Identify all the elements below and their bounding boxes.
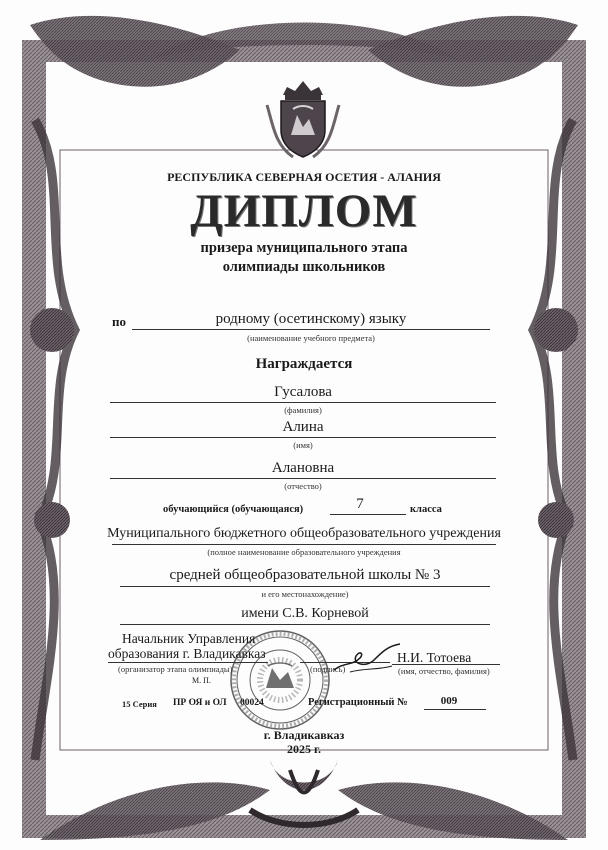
registration-number: 009 [440, 695, 458, 707]
patronymic-underline [110, 478, 496, 479]
institution-caption-2: и его местонахождение) [261, 589, 349, 599]
awarded-label: Награждается [255, 356, 353, 372]
subtitle-line-1: призера муниципального этапа [200, 240, 408, 256]
signer-underline [392, 664, 500, 665]
name-underline [110, 437, 496, 438]
subject-value: родному (осетинскому) языку [215, 311, 407, 327]
subject-prefix: по [112, 314, 126, 329]
surname-caption: (фамилия) [284, 405, 322, 415]
signature-caption: (подпись) [310, 664, 346, 674]
surname-underline [110, 402, 496, 403]
institution-caption-1: (полное наименование образовательного учреждения [207, 547, 401, 557]
subject-underline [132, 329, 490, 330]
signer-position-line-1: Начальник Управления [122, 631, 256, 646]
grade-suffix: класса [410, 504, 442, 515]
republic-name: РЕСПУБЛИКА СЕВЕРНАЯ ОСЕТИЯ - АЛАНИЯ [167, 170, 441, 184]
registration-underline [424, 709, 486, 710]
series-prefix: 15 Серия [122, 699, 157, 709]
official-seal [228, 628, 332, 732]
subtitle-line-2: олимпиады школьников [222, 259, 386, 275]
grade-label: обучающийся (обучающаяся) [163, 504, 304, 515]
institution-line-1: Муниципального бюджетного общеобразовательного учреждения [107, 526, 501, 541]
signer-name: Н.И. Тотоева [397, 650, 472, 665]
recipient-surname: Гусалова [274, 384, 332, 400]
institution-underline-1 [112, 544, 496, 545]
top-scroll-right [368, 16, 578, 87]
seal-place-label: М. П. [192, 676, 211, 685]
bottom-center-ornament [270, 760, 338, 790]
series-value: ПР ОЯ и ОЛ [173, 698, 227, 708]
subject-caption: (наименование учебного предмета) [247, 333, 375, 343]
document-title: ДИПЛОМ [190, 185, 418, 237]
patronymic-caption: (отчество) [284, 481, 322, 491]
name-caption: (имя) [293, 440, 313, 450]
signer-position-line-2: образования г. Владикавказ [108, 646, 266, 661]
institution-underline-2 [120, 586, 490, 587]
institution-line-3: имени С.В. Корневой [241, 606, 369, 621]
institution-line-2: средней общеобразовательной школы № 3 [169, 567, 441, 583]
footer-city: г. Владикавказ [263, 728, 345, 742]
footer-year: 2025 г. [286, 742, 322, 756]
organizer-caption: (организатор этапа олимпиады) [118, 664, 233, 674]
coat-of-arms-icon [263, 75, 343, 160]
recipient-name: Алина [282, 419, 324, 435]
top-scroll-left [30, 16, 240, 87]
recipient-patronymic: Алановна [271, 460, 335, 476]
grade-value: 7 [356, 496, 364, 512]
institution-underline-3 [120, 624, 490, 625]
registration-label: Регистрационный № [308, 697, 408, 708]
grade-underline [330, 514, 406, 515]
series-number: 00024 [240, 698, 264, 708]
signer-caption: (имя, отчество, фамилия) [398, 666, 490, 676]
